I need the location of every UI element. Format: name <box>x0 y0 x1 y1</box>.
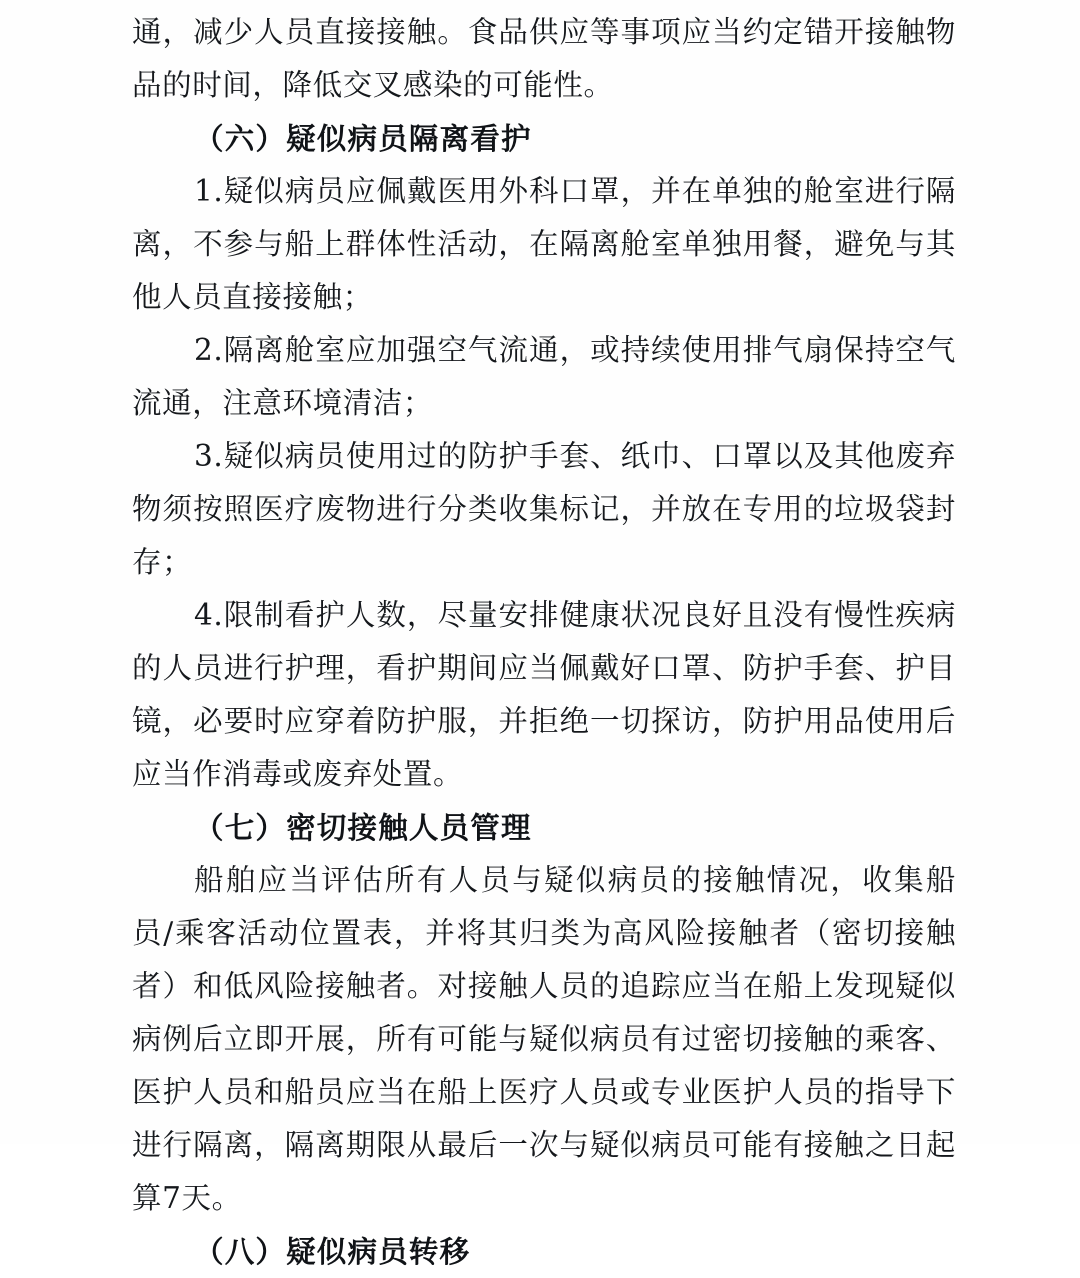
paragraph-close-contact-tracing: 船舶应当评估所有人员与疑似病员的接触情况，收集船员/乘客活动位置表，并将其归类为高风险接触者（密切接触者）和低风险接触者。对接触人员的追踪应当在船上发现疑似病例后立即开展，所有可能与疑似病员有过密切接触的乘客、医护人员和船员应当在船上医疗人员或专业医护人员的指导下进行隔离，隔离期限从最后一次与疑似病员可能有接触之日起算7天。 <box>132 863 956 1215</box>
document-body <box>132 6 956 1278</box>
paragraph-item-1-mask-and-isolation-cabin: 1.疑似病员应佩戴医用外科口罩，并在单独的舱室进行隔离，不参与船上群体性活动，在隔离舱室单独用餐，避免与其他人员直接接触； <box>132 174 956 314</box>
heading-eight-suspected-case-transfer: （八）疑似病员转移 <box>194 1234 471 1269</box>
heading-six-suspected-case-isolation-care: （六）疑似病员隔离看护 <box>194 121 532 156</box>
paragraph-item-3-waste-handling: 3.疑似病员使用过的防护手套、纸巾、口罩以及其他废弃物须按照医疗废物进行分类收集标记，并放在专用的垃圾袋封存； <box>132 439 956 579</box>
paragraph-item-4-caregiver-limits: 4.限制看护人数，尽量安排健康状况良好且没有慢性疾病的人员进行护理，看护期间应当佩戴好口罩、防护手套、护目镜，必要时应穿着防护服，并拒绝一切探访，防护用品使用后应当作消毒或废弃处置。 <box>132 598 956 791</box>
paragraph-item-2-ventilation: 2.隔离舱室应加强空气流通，或持续使用排气扇保持空气流通，注意环境清洁； <box>132 333 956 420</box>
paragraph-continued-contact-reduction: 通，减少人员直接接触。食品供应等事项应当约定错开接触物品的时间，降低交叉感染的可能性。 <box>132 15 956 102</box>
heading-seven-close-contact-management: （七）密切接触人员管理 <box>194 810 532 845</box>
